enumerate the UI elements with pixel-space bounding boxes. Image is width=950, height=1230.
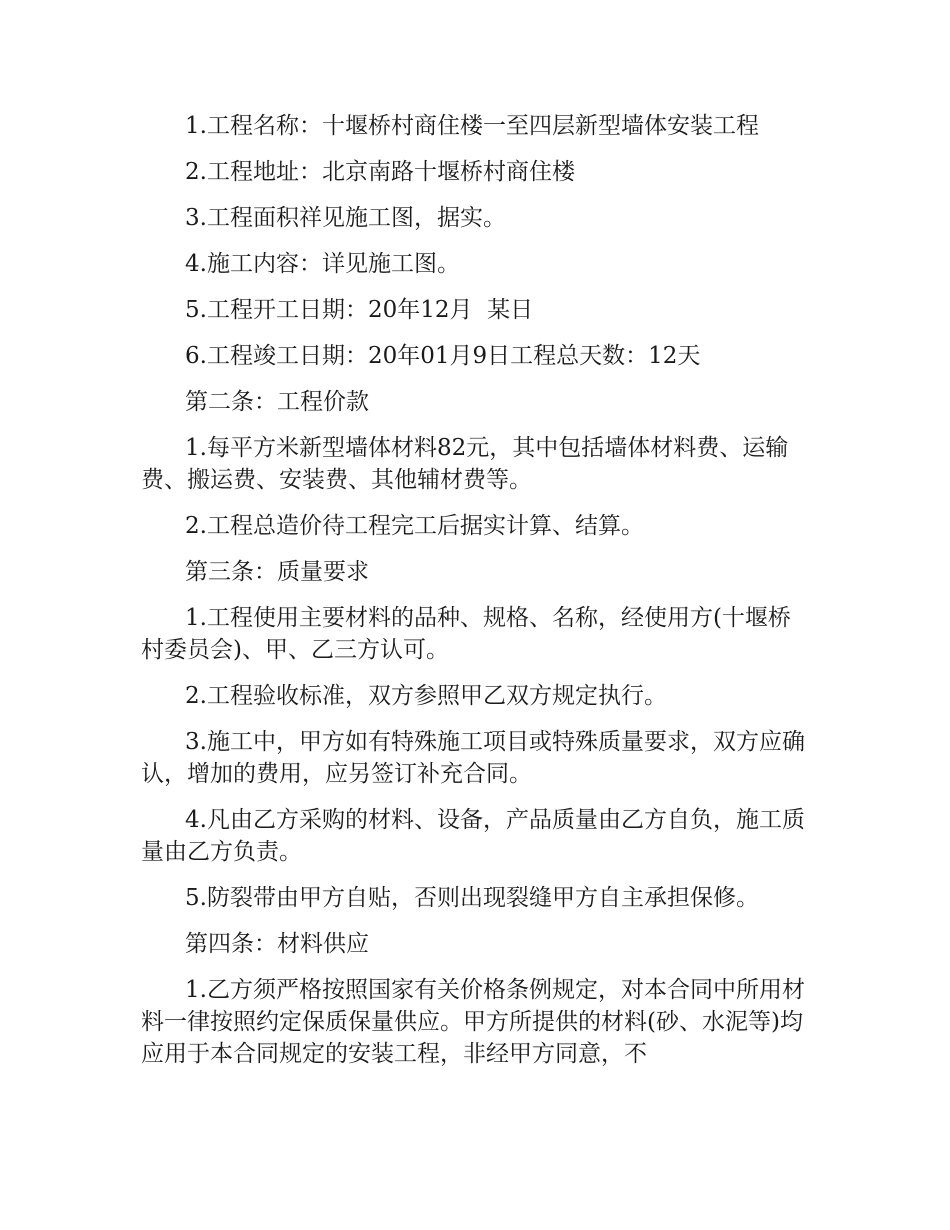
- clause-item-project-name: 1.工程名称：十堰桥村商住楼一至四层新型墙体安装工程: [185, 113, 759, 139]
- clause-item-project-area: 3.工程面积祥见施工图，据实。: [185, 205, 506, 231]
- clause-item-special-requirements: 3.施工中，甲方如有特殊施工项目或特殊质量要求，双方应确认，增加的费用，应另签订补充合同。: [141, 729, 805, 787]
- clause-item-total-price: 2.工程总造价待工程完工后据实计算、结算。: [185, 513, 644, 539]
- clause-item-acceptance-standard: 2.工程验收标准，双方参照甲乙双方规定执行。: [185, 683, 667, 709]
- clause-item-unit-price: 1.每平方米新型墙体材料82元，其中包括墙体材料费、运输费、搬运费、安装费、其他辅材费等。: [141, 435, 789, 493]
- clause-item-materials-approval: 1.工程使用主要材料的品种、规格、名称，经使用方(十堰桥村委员会)、甲、乙三方认可。: [141, 605, 791, 663]
- clause-item-project-address: 2.工程地址：北京南路十堰桥村商住楼: [185, 159, 575, 185]
- clause-item-completion-date: 6.工程竣工日期：20年01月9日工程总天数：12天: [185, 343, 701, 369]
- document-body: [141, 110, 813, 1084]
- clause-item-crack-tape: 5.防裂带由甲方自贴，否则出现裂缝甲方自主承担保修。: [185, 885, 759, 911]
- clause-item-material-supply: 1.乙方须严格按照国家有关价格条例规定，对本合同中所用材料一律按照约定保质保量供应。甲方所提供的材料(砂、水泥等)均应用于本合同规定的安装工程，非经甲方同意，不: [141, 977, 805, 1067]
- section-heading-price: 第二条：工程价款: [185, 389, 369, 415]
- clause-item-work-content: 4.施工内容：详见施工图。: [185, 251, 460, 277]
- section-heading-quality: 第三条：质量要求: [185, 559, 369, 585]
- clause-item-start-date: 5.工程开工日期：20年12月 某日: [185, 297, 534, 323]
- section-heading-supply: 第四条：材料供应: [185, 931, 369, 957]
- clause-item-product-quality: 4.凡由乙方采购的材料、设备，产品质量由乙方自负，施工质量由乙方负责。: [141, 807, 805, 865]
